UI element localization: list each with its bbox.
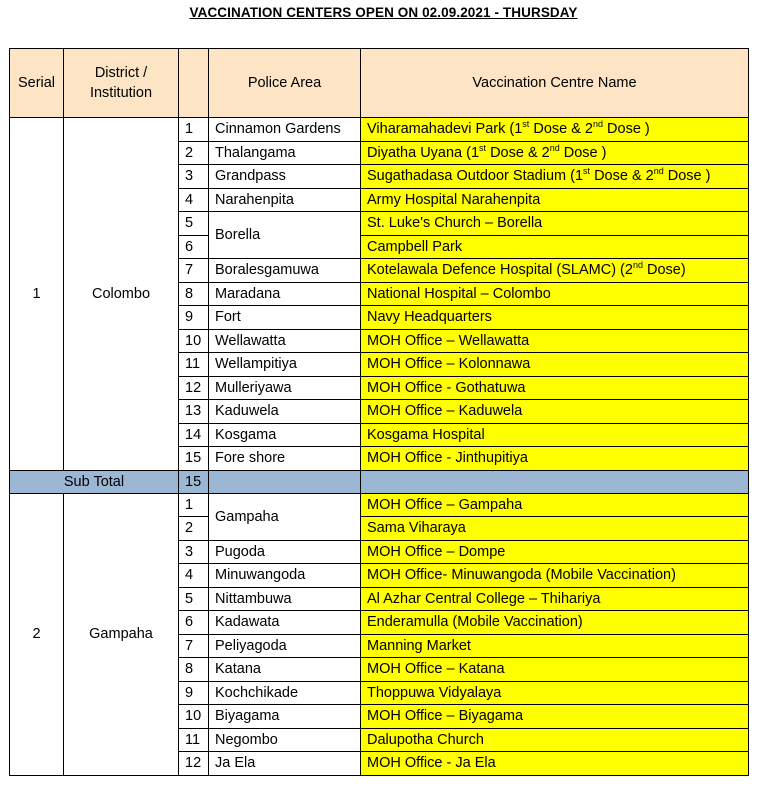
centre-name-text: MOH Office - Gothatuwa <box>367 379 526 396</box>
header-district: District / Institution <box>64 49 179 118</box>
ordinal-suffix: st <box>522 119 530 130</box>
ordinal-suffix: nd <box>632 260 643 271</box>
row-number: 5 <box>179 587 209 611</box>
centre-name-cell <box>361 165 749 189</box>
centre-name-text: MOH Office – Biyagama <box>367 708 524 725</box>
row-number: 7 <box>179 259 209 283</box>
header-number <box>179 49 209 118</box>
row-number: 6 <box>179 611 209 635</box>
centre-name-cell <box>361 634 749 658</box>
row-number: 2 <box>179 141 209 165</box>
ordinal-suffix: nd <box>549 142 560 153</box>
centre-name-cell <box>361 141 749 165</box>
row-number: 12 <box>179 752 209 776</box>
centre-name-cell <box>361 493 749 517</box>
centre-name-text: MOH Office – Kolonnawa <box>367 356 531 373</box>
colombo-section <box>10 118 749 471</box>
row-number: 10 <box>179 705 209 729</box>
centre-name-text: MOH Office - Ja Ela <box>367 755 496 772</box>
police-area-cell: Peliyagoda <box>209 634 361 658</box>
row-number: 5 <box>179 212 209 236</box>
serial-cell: 1 <box>10 118 64 471</box>
centre-name-text: MOH Office – Dompe <box>367 543 506 560</box>
subtotal-section <box>10 470 749 493</box>
centre-name-cell <box>361 376 749 400</box>
header-row <box>10 49 749 118</box>
police-area-cell: Kaduwela <box>209 400 361 424</box>
row-number: 11 <box>179 353 209 377</box>
row-number: 12 <box>179 376 209 400</box>
row-number: 7 <box>179 634 209 658</box>
centre-name-text: Sama Viharaya <box>367 520 466 537</box>
centre-name-cell <box>361 423 749 447</box>
centre-name-text: Dose) <box>642 262 686 279</box>
centre-name-cell <box>361 353 749 377</box>
ordinal-suffix: st <box>583 166 591 177</box>
centre-name-cell <box>361 728 749 752</box>
district-cell: Colombo <box>64 118 179 471</box>
centre-name-text: Thoppuwa Vidyalaya <box>367 684 502 701</box>
row-number: 1 <box>179 118 209 142</box>
centre-name-cell <box>361 587 749 611</box>
centre-name-text: MOH Office- Minuwangoda (Mobile Vaccination) <box>367 567 676 584</box>
centre-name-text: Manning Market <box>367 637 471 654</box>
row-number: 4 <box>179 564 209 588</box>
vaccination-table <box>9 48 749 776</box>
row-number: 3 <box>179 540 209 564</box>
centre-name-cell <box>361 517 749 541</box>
centre-name-text: Diyatha Uyana (1 <box>367 144 480 161</box>
police-area-cell: Boralesgamuwa <box>209 259 361 283</box>
centre-name-cell <box>361 212 749 236</box>
table-row <box>10 493 749 517</box>
subtotal-empty <box>209 470 361 493</box>
subtotal-value: 15 <box>179 470 209 493</box>
centre-name-text: MOH Office - Jinthupitiya <box>367 450 528 467</box>
centre-name-text: Sugathadasa Outdoor Stadium (1 <box>367 168 584 185</box>
centre-name-text: Kosgama Hospital <box>367 426 485 443</box>
police-area-cell: Nittambuwa <box>209 587 361 611</box>
row-number: 9 <box>179 306 209 330</box>
row-number: 13 <box>179 400 209 424</box>
centre-name-cell <box>361 259 749 283</box>
page-title: VACCINATION CENTERS OPEN ON 02.09.2021 - THURSDAY <box>189 5 578 20</box>
centre-name-text: Dose & 2 <box>486 144 550 161</box>
police-area-cell: Ja Ela <box>209 752 361 776</box>
row-number: 15 <box>179 447 209 471</box>
district-cell: Gampaha <box>64 493 179 775</box>
centre-name-cell <box>361 188 749 212</box>
row-number: 11 <box>179 728 209 752</box>
centre-name-text: National Hospital – Colombo <box>367 285 551 302</box>
police-area-cell: Negombo <box>209 728 361 752</box>
centre-name-cell <box>361 282 749 306</box>
centre-name-text: Enderamulla (Mobile Vaccination) <box>367 614 583 631</box>
police-area-cell: Pugoda <box>209 540 361 564</box>
police-area-cell: Kochchikade <box>209 681 361 705</box>
centre-name-cell <box>361 681 749 705</box>
row-number: 8 <box>179 282 209 306</box>
centre-name-text: MOH Office – Gampaha <box>367 496 523 513</box>
header-police-area: Police Area <box>209 49 361 118</box>
centre-name-cell <box>361 611 749 635</box>
table-row <box>10 118 749 142</box>
subtotal-empty <box>361 470 749 493</box>
centre-name-text: St. Luke's Church – Borella <box>367 215 543 232</box>
centre-name-text: Al Azhar Central College – Thihariya <box>367 590 601 607</box>
row-number: 9 <box>179 681 209 705</box>
centre-name-text: MOH Office – Kaduwela <box>367 403 523 420</box>
row-number: 4 <box>179 188 209 212</box>
police-area-cell: Borella <box>209 212 361 259</box>
gampaha-section <box>10 493 749 775</box>
centre-name-cell <box>361 447 749 471</box>
ordinal-suffix: nd <box>592 119 603 130</box>
centre-name-cell <box>361 752 749 776</box>
centre-name-cell <box>361 306 749 330</box>
row-number: 10 <box>179 329 209 353</box>
police-area-cell: Mulleriyawa <box>209 376 361 400</box>
row-number: 2 <box>179 517 209 541</box>
centre-name-text: Viharamahadevi Park (1 <box>367 121 523 138</box>
police-area-cell: Thalangama <box>209 141 361 165</box>
centre-name-text: Dose ) <box>663 168 711 185</box>
police-area-cell: Wellawatta <box>209 329 361 353</box>
row-number: 8 <box>179 658 209 682</box>
centre-name-cell <box>361 235 749 259</box>
centre-name-text: Dose ) <box>603 121 650 138</box>
centre-name-cell <box>361 658 749 682</box>
centre-name-cell <box>361 400 749 424</box>
centre-name-text: MOH Office – Katana <box>367 661 505 678</box>
police-area-cell: Fore shore <box>209 447 361 471</box>
centre-name-text: Dalupotha Church <box>367 731 484 748</box>
centre-name-text: Dose & 2 <box>590 168 654 185</box>
row-number: 6 <box>179 235 209 259</box>
subtotal-row <box>10 470 749 493</box>
ordinal-suffix: st <box>479 142 487 153</box>
police-area-cell: Katana <box>209 658 361 682</box>
police-area-cell: Kadawata <box>209 611 361 635</box>
centre-name-cell <box>361 540 749 564</box>
centre-name-text: MOH Office – Wellawatta <box>367 332 530 349</box>
police-area-cell: Maradana <box>209 282 361 306</box>
police-area-cell: Wellampitiya <box>209 353 361 377</box>
police-area-cell: Grandpass <box>209 165 361 189</box>
police-area-cell: Kosgama <box>209 423 361 447</box>
police-area-cell: Cinnamon Gardens <box>209 118 361 142</box>
centre-name-cell <box>361 564 749 588</box>
centre-name-text: Kotelawala Defence Hospital (SLAMC) (2 <box>367 262 633 279</box>
centre-name-cell <box>361 705 749 729</box>
police-area-cell: Narahenpita <box>209 188 361 212</box>
centre-name-cell <box>361 329 749 353</box>
centre-name-text: Army Hospital Narahenpita <box>367 191 541 208</box>
centre-name-text: Campbell Park <box>367 238 463 255</box>
row-number: 14 <box>179 423 209 447</box>
header-serial: Serial <box>10 49 64 118</box>
police-area-cell: Fort <box>209 306 361 330</box>
serial-cell: 2 <box>10 493 64 775</box>
centre-name-cell <box>361 118 749 142</box>
subtotal-label: Sub Total <box>10 470 179 493</box>
centre-name-text: Dose & 2 <box>529 121 593 138</box>
row-number: 3 <box>179 165 209 189</box>
police-area-cell: Minuwangoda <box>209 564 361 588</box>
police-area-cell: Gampaha <box>209 493 361 540</box>
row-number: 1 <box>179 493 209 517</box>
centre-name-text: Navy Headquarters <box>367 309 492 326</box>
ordinal-suffix: nd <box>653 166 664 177</box>
centre-name-text: Dose ) <box>559 144 607 161</box>
police-area-cell: Biyagama <box>209 705 361 729</box>
header-centre-name: Vaccination Centre Name <box>361 49 749 118</box>
